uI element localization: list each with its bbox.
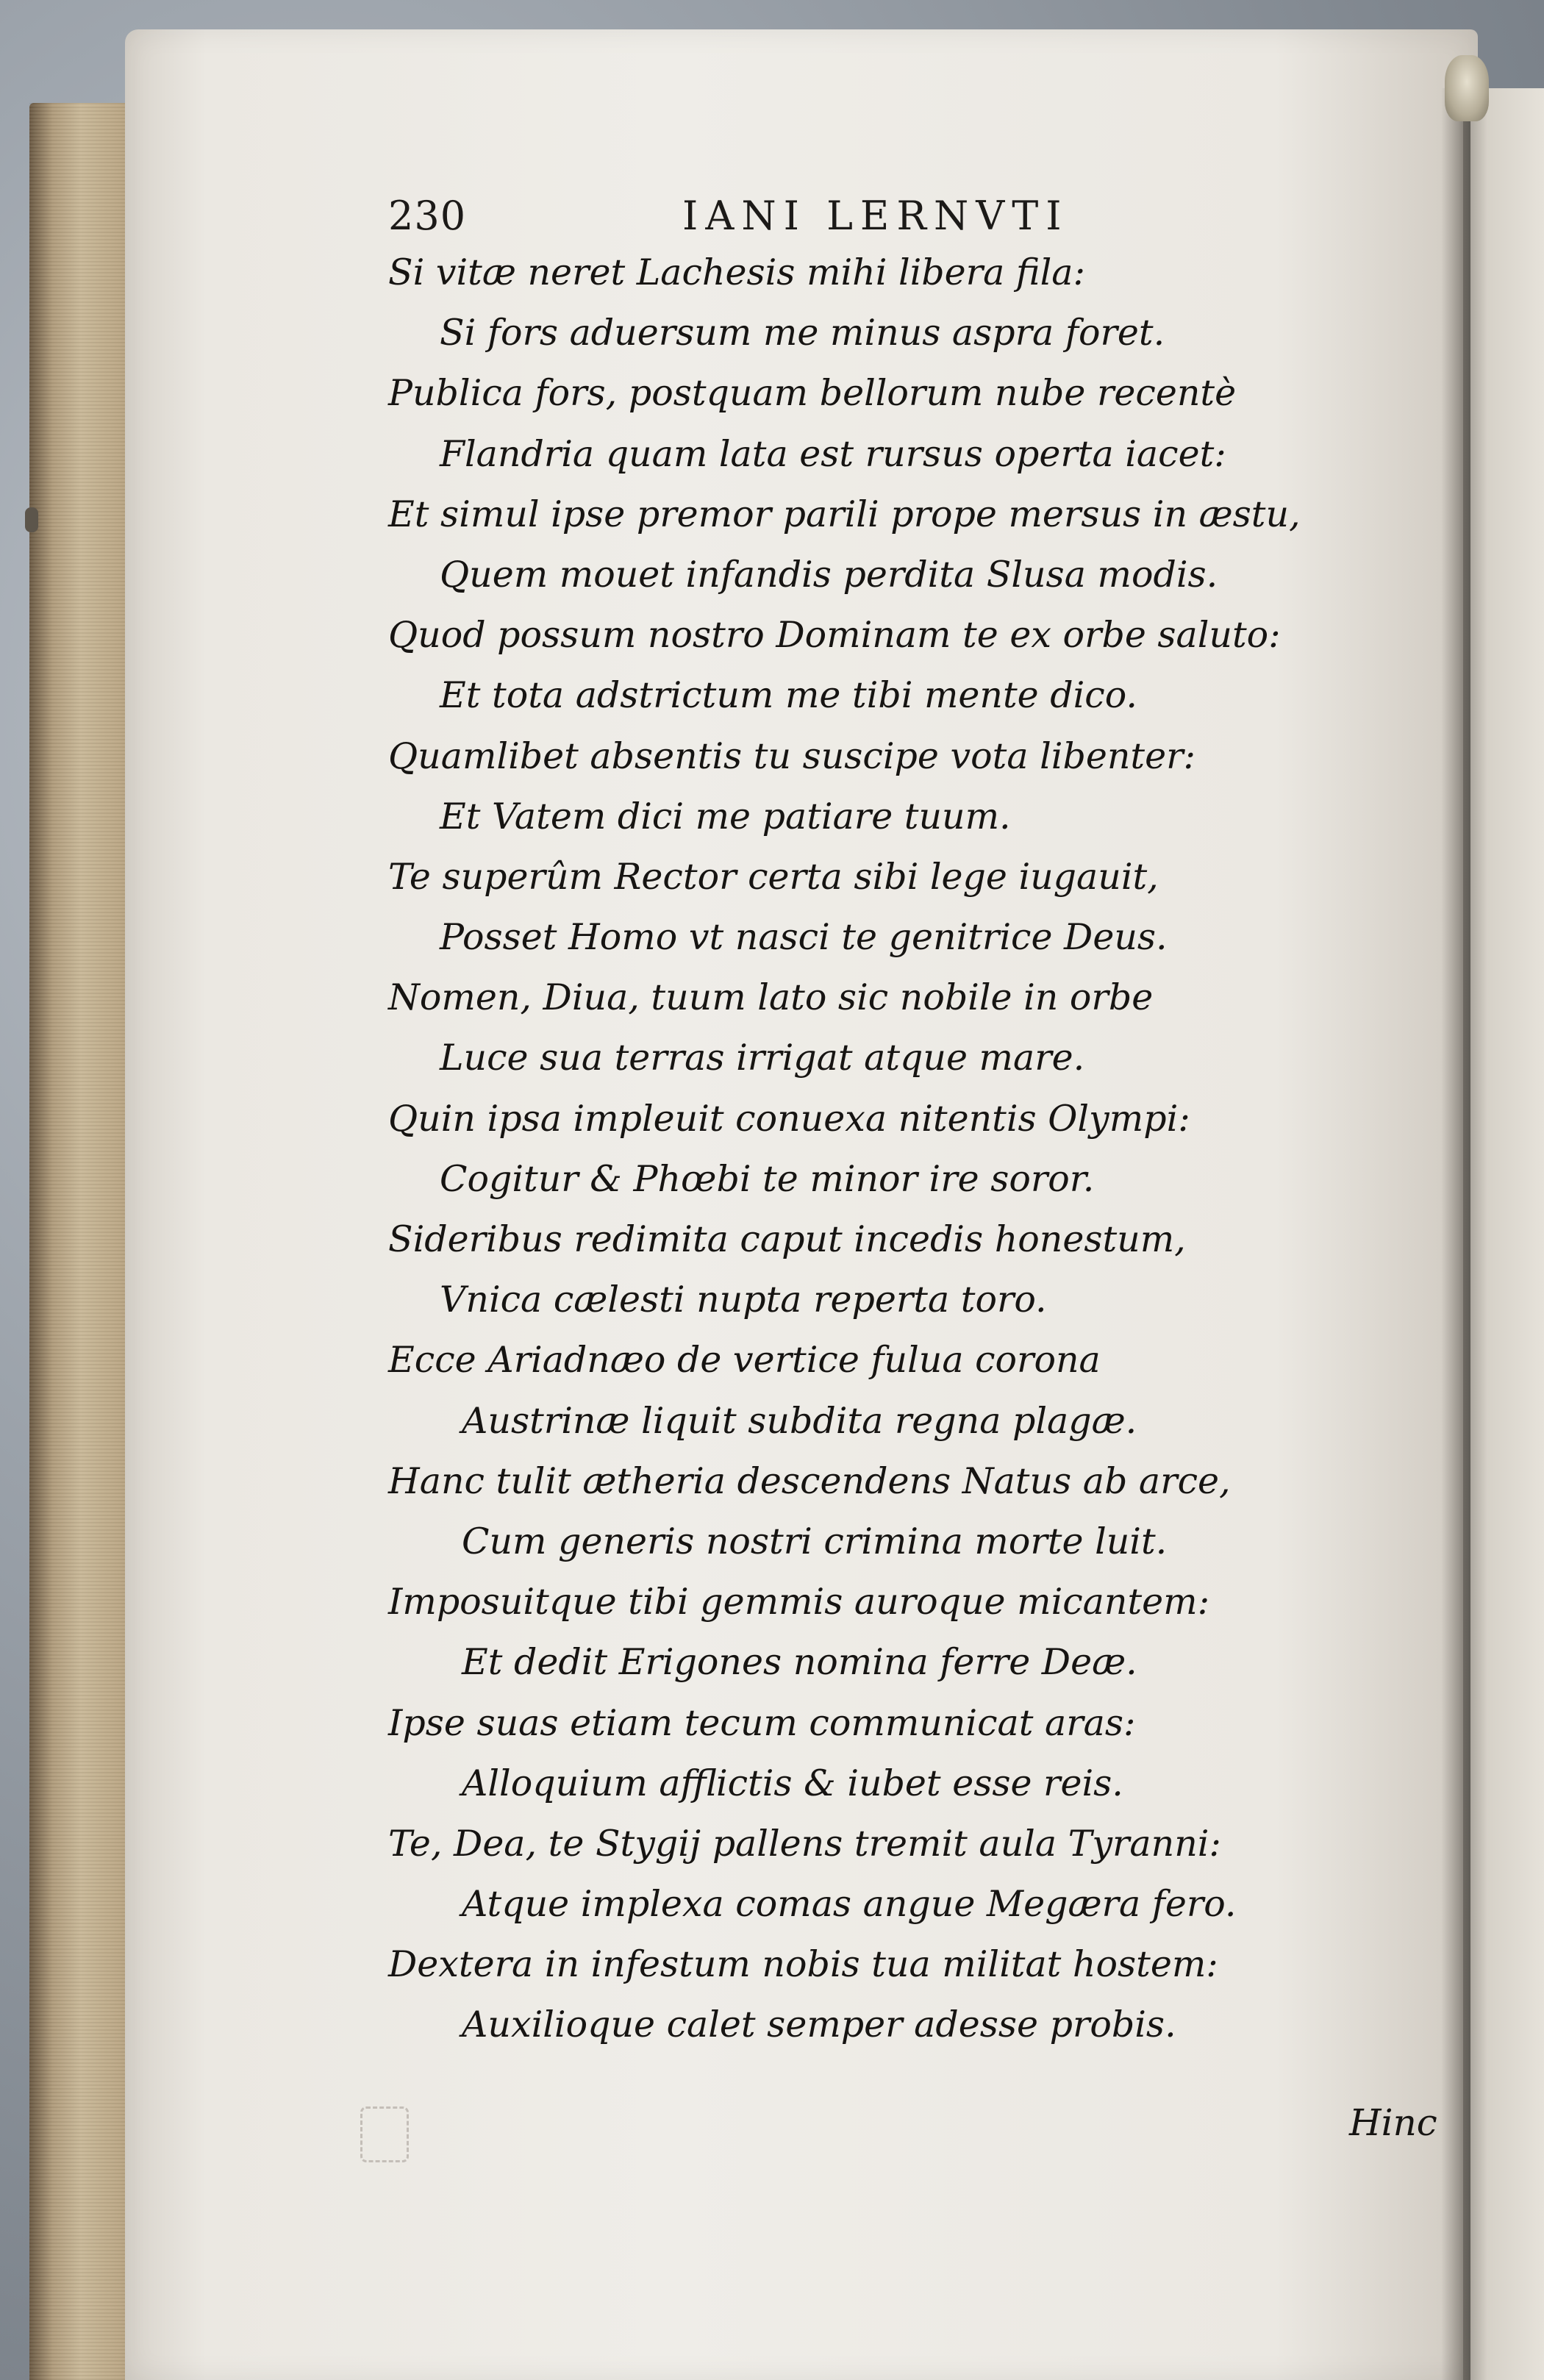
poem-line: Sideribus redimita caput incedis honestum, [388,1218,1186,1260]
poem-line: Quem mouet infandis perdita Slusa modis. [440,553,1218,596]
poem-line: Austrinæ liquit subdita regna plagæ. [462,1399,1137,1442]
poem-line: Posset Homo vt nasci te genitrice Deus. [440,916,1168,959]
poem-line: Ipse suas etiam tecum communicat aras: [388,1701,1136,1744]
catchword: Hinc [1349,2101,1437,2144]
poem-line: Cogitur & Phœbi te minor ire soror. [440,1157,1095,1200]
poem-line: Et simul ipse premor parili prope mersus in æstu, [388,493,1301,535]
page-number: 230 [388,193,467,239]
poem-line: Hanc tulit ætheria descendens Natus ab arce, [388,1459,1231,1502]
poem-line: Quin ipsa impleuit conuexa nitentis Olympi: [388,1097,1190,1140]
poem-line: Te superûm Rector certa sibi lege iugauit, [388,855,1159,898]
poem-text [388,243,1432,2056]
poem-line: Quamlibet absentis tu suscipe vota libenter: [388,735,1196,777]
poem-line: Luce sua terras irrigat atque mare. [440,1037,1085,1079]
library-stamp [360,2106,409,2162]
poem-line: Te, Dea, te Stygij pallens tremit aula Tyranni: [388,1822,1221,1865]
poem-line: Nomen, Diua, tuum lato sic nobile in orbe [388,976,1154,1019]
book-gutter [1441,88,1470,2380]
poem-line: Cum generis nostri crimina morte luit. [462,1520,1168,1562]
binding-pin [25,507,38,532]
poem-line: Si fors aduersum me minus aspra foret. [440,312,1165,354]
poem-line: Si vitæ neret Lachesis mihi libera fila: [388,251,1085,293]
facing-page-edge [1463,88,1544,2380]
poem-line: Publica fors, postquam bellorum nube recentè [388,372,1237,415]
poem-line: Et dedit Erigones nomina ferre Deæ. [462,1641,1137,1684]
poem-line: Auxilioque calet semper adesse probis. [462,2004,1176,2046]
poem-line: Vnica cælesti nupta reperta toro. [440,1279,1047,1321]
running-head: IANI LERNVTI [682,193,1069,239]
book-clasp [1445,55,1489,121]
poem-line: Dextera in infestum nobis tua militat hostem: [388,1943,1218,1986]
poem-line: Et tota adstrictum me tibi mente dico. [440,674,1137,717]
poem-line: Ecce Ariadnæo de vertice fulua corona [388,1339,1101,1382]
poem-line: Flandria quam lata est rursus operta iacet: [440,432,1226,475]
poem-line: Et Vatem dici me patiare tuum. [440,795,1011,837]
poem-line: Imposuitque tibi gemmis auroque micantem: [388,1581,1210,1623]
poem-line: Atque implexa comas angue Megæra fero. [462,1883,1237,1926]
poem-line: Quod possum nostro Dominam te ex orbe saluto: [388,614,1281,657]
poem-line: Alloquium afflictis & iubet esse reis. [462,1762,1123,1804]
